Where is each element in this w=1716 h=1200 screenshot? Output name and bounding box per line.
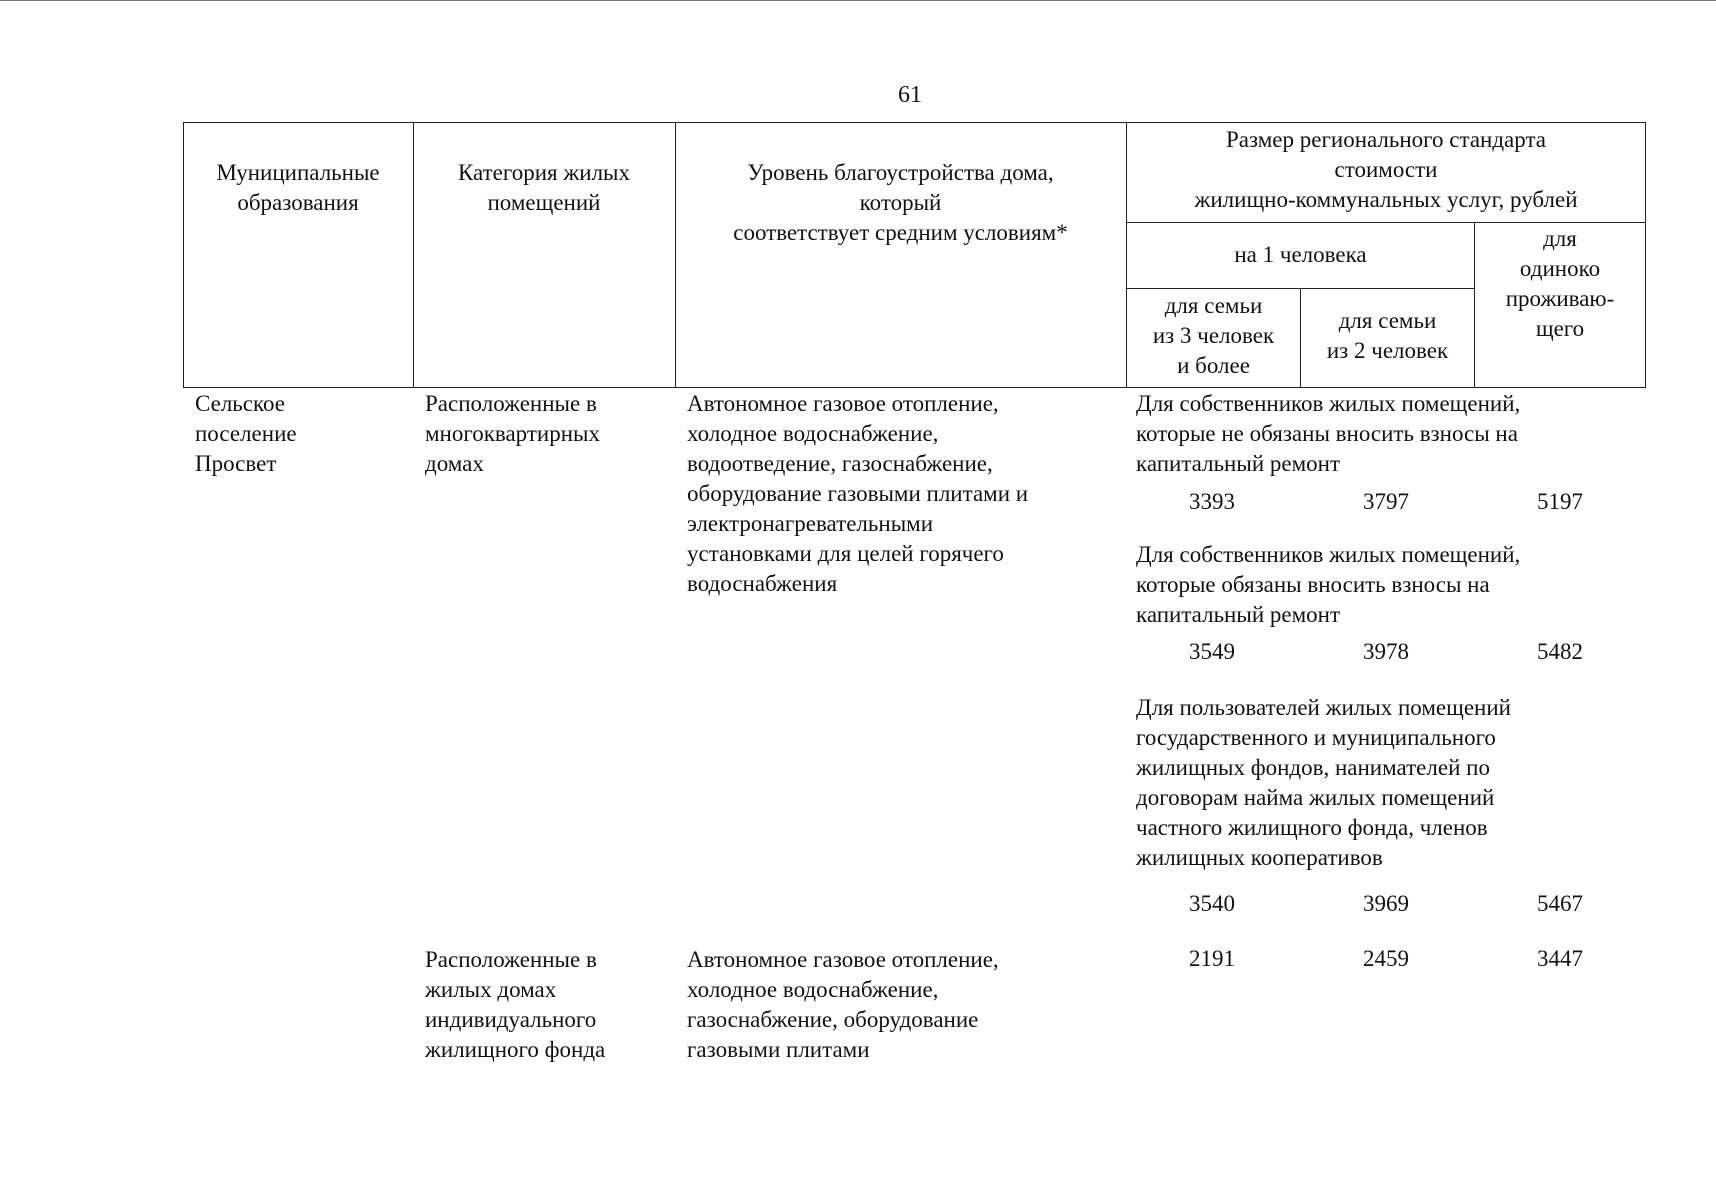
group-3-label: Для пользователей жилых помещений государственного и муниципального жилищных фондов, нанимателей по договорам найма жилых помещений частного жилищного фонда, членов жилищных кооперативов xyxy=(1136,695,1511,870)
group-2-single-value: 5482 xyxy=(1537,639,1583,664)
group-1-family3-value: 3393 xyxy=(1189,489,1235,514)
group-1-label: Для собственников жилых помещений, которые не обязаны вносить взносы на капитальный ремонт xyxy=(1136,391,1521,476)
header-municipal: Муниципальные образования xyxy=(216,160,380,215)
row2-family2-value: 2459 xyxy=(1363,946,1409,971)
header-standard-size: Размер регионального стандарта стоимости жилищно-коммунальных услуг, рублей xyxy=(1194,127,1578,212)
group-2-family3-value: 3549 xyxy=(1189,639,1235,664)
row1-category: Расположенные в многоквартирных домах xyxy=(425,391,600,476)
page-number: 61 xyxy=(898,82,922,108)
row2-category: Расположенные в жилых домах индивидуального жилищного фонда xyxy=(425,947,606,1062)
header-family2: для семьи из 2 человек xyxy=(1326,308,1449,363)
group-1-family2-value: 3797 xyxy=(1363,489,1409,514)
header-level: Уровень благоустройства дома, который соответствует средним условиям* xyxy=(733,160,1068,245)
header-family3: для семьи из 3 человек и более xyxy=(1152,293,1275,378)
group-3-family2-value: 3969 xyxy=(1363,891,1409,916)
group-2-label: Для собственников жилых помещений, которые обязаны вносить взносы на капитальный ремонт xyxy=(1136,542,1521,627)
header-single: для одиноко проживаю- щего xyxy=(1505,226,1615,341)
header-per-person: на 1 человека xyxy=(1234,242,1367,267)
group-1-single-value: 5197 xyxy=(1537,489,1583,514)
row1-level: Автономное газовое отопление, холодное водоснабжение, водоотведение, газоснабжение, оборудование газовыми плитами и электронагревательными установками для целей горячего водоснабжения xyxy=(687,391,1029,596)
scan-edge xyxy=(0,0,1716,1)
row2-family3-value: 2191 xyxy=(1189,946,1235,971)
group-2-family2-value: 3978 xyxy=(1363,639,1409,664)
header-category: Категория жилых помещений xyxy=(457,160,631,215)
group-3-family3-value: 3540 xyxy=(1189,891,1235,916)
municipality-name: Сельское поселение Просвет xyxy=(195,391,297,476)
group-3-single-value: 5467 xyxy=(1537,891,1583,916)
row2-level: Автономное газовое отопление, холодное водоснабжение, газоснабжение, оборудование газовыми плитами xyxy=(687,947,999,1062)
row2-single-value: 3447 xyxy=(1537,946,1583,971)
